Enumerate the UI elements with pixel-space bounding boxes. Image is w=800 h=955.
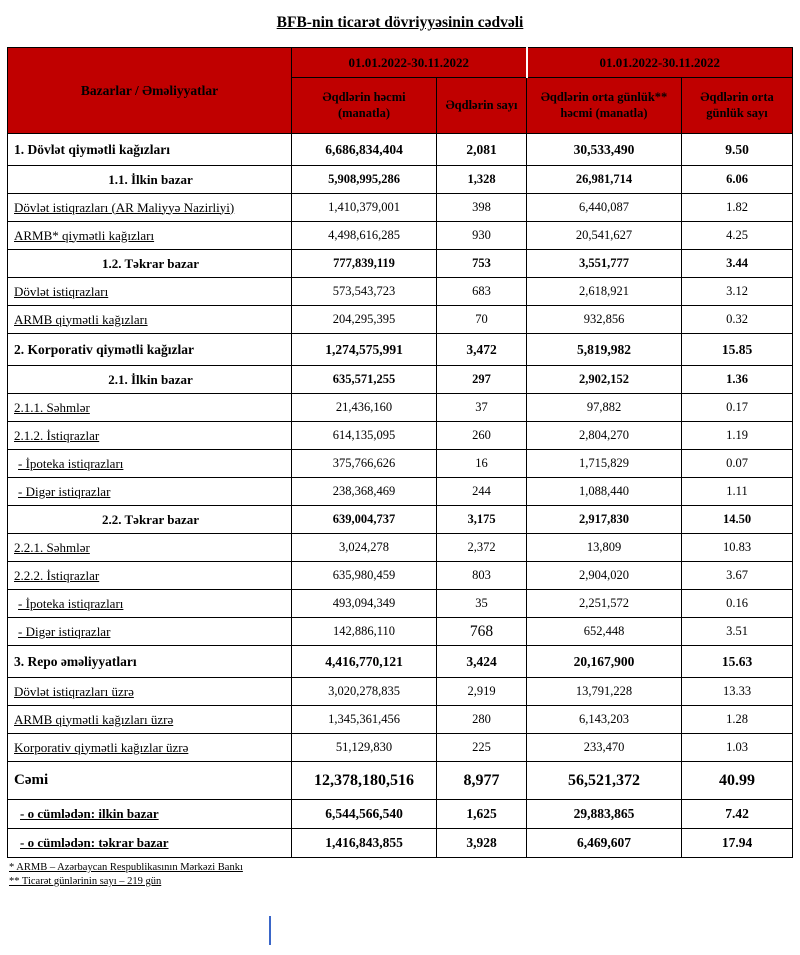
- table-row: [8, 166, 793, 194]
- row-value: 3,551,777: [527, 250, 682, 278]
- row-value: 3,424: [437, 646, 527, 678]
- row-value: 12,378,180,516: [292, 762, 437, 800]
- row-value: 13.33: [682, 678, 793, 706]
- row-value: 635,571,255: [292, 366, 437, 394]
- page-title: BFB-nin ticarət dövriyyəsinin cədvəli: [276, 14, 524, 31]
- row-label: 2.2. Təkrar bazar: [8, 506, 292, 534]
- footnote-trading-days: ** Ticarət günlərinin sayı – 219 gün: [9, 875, 162, 887]
- table-row: [8, 762, 793, 800]
- row-value: 15.85: [682, 334, 793, 366]
- row-value: 297: [437, 366, 527, 394]
- table-row: [8, 134, 793, 166]
- table-row: [8, 394, 793, 422]
- trade-turnover-table: [7, 47, 793, 858]
- row-label: 2.2.2. İstiqrazlar: [8, 562, 292, 590]
- column-header-deal-count: Əqdlərin sayı: [437, 78, 527, 134]
- table-row: [8, 590, 793, 618]
- row-value: 6,686,834,404: [292, 134, 437, 166]
- row-value: 0.16: [682, 590, 793, 618]
- row-label: Dövlət istiqrazları: [8, 278, 292, 306]
- period-header-row: [8, 48, 793, 78]
- row-value: 4,498,616,285: [292, 222, 437, 250]
- table-row: [8, 562, 793, 590]
- row-value: 1.82: [682, 194, 793, 222]
- table-row: [8, 450, 793, 478]
- row-value: 2,919: [437, 678, 527, 706]
- row-value: 37: [437, 394, 527, 422]
- row-value: 2,902,152: [527, 366, 682, 394]
- row-value: 13,791,228: [527, 678, 682, 706]
- table-row: [8, 678, 793, 706]
- row-value: 1,410,379,001: [292, 194, 437, 222]
- row-value: 14.50: [682, 506, 793, 534]
- table-row: [8, 366, 793, 394]
- row-value: 2,618,921: [527, 278, 682, 306]
- row-value: 225: [437, 734, 527, 762]
- row-value: 17.94: [682, 829, 793, 858]
- row-value: 0.07: [682, 450, 793, 478]
- row-value: 3,020,278,835: [292, 678, 437, 706]
- row-value: 8,977: [437, 762, 527, 800]
- table-row: [8, 278, 793, 306]
- row-value: 238,368,469: [292, 478, 437, 506]
- row-value: 1.03: [682, 734, 793, 762]
- table-row: [8, 250, 793, 278]
- row-value: 375,766,626: [292, 450, 437, 478]
- row-value: 20,541,627: [527, 222, 682, 250]
- row-value: 3,175: [437, 506, 527, 534]
- row-value: 2,081: [437, 134, 527, 166]
- table-row: [8, 222, 793, 250]
- footnote-armb: * ARMB – Azərbaycan Respublikasının Mərkəzi Bankı: [9, 862, 243, 873]
- row-label: Dövlət istiqrazları üzrə: [8, 678, 292, 706]
- row-value: 4.25: [682, 222, 793, 250]
- row-value: 6,544,566,540: [292, 800, 437, 829]
- row-value: 573,543,723: [292, 278, 437, 306]
- row-label: ARMB qiymətli kağızları üzrə: [8, 706, 292, 734]
- row-value: 3.51: [682, 618, 793, 646]
- row-value: 3.44: [682, 250, 793, 278]
- table-body: [8, 134, 793, 858]
- row-label: 1.1. İlkin bazar: [8, 166, 292, 194]
- table-header: [8, 48, 793, 134]
- column-header-avg-daily-volume: Əqdlərin orta günlük** həcmi (manatla): [527, 78, 682, 134]
- row-value: 768: [437, 618, 527, 646]
- row-value: 3.67: [682, 562, 793, 590]
- row-value: 803: [437, 562, 527, 590]
- row-label: Dövlət istiqrazları (AR Maliyyə Nazirliyi): [8, 194, 292, 222]
- table-row: [8, 334, 793, 366]
- row-value: 6,469,607: [527, 829, 682, 858]
- row-value: 142,886,110: [292, 618, 437, 646]
- table-row: [8, 194, 793, 222]
- row-value: 3,024,278: [292, 534, 437, 562]
- row-value: 9.50: [682, 134, 793, 166]
- row-label: 2.1. İlkin bazar: [8, 366, 292, 394]
- row-label: ARMB qiymətli kağızları: [8, 306, 292, 334]
- row-value: 35: [437, 590, 527, 618]
- row-value: 5,908,995,286: [292, 166, 437, 194]
- table-row: [8, 506, 793, 534]
- row-value: 204,295,395: [292, 306, 437, 334]
- row-value: 70: [437, 306, 527, 334]
- row-value: 930: [437, 222, 527, 250]
- row-value: 1,328: [437, 166, 527, 194]
- row-value: 2,251,572: [527, 590, 682, 618]
- row-label: 2.1.2. İstiqrazlar: [8, 422, 292, 450]
- row-value: 4,416,770,121: [292, 646, 437, 678]
- table-row: [8, 829, 793, 858]
- row-value: 1.36: [682, 366, 793, 394]
- table-row: [8, 534, 793, 562]
- row-value: 233,470: [527, 734, 682, 762]
- row-value: 683: [437, 278, 527, 306]
- row-value: 398: [437, 194, 527, 222]
- row-label: - o cümlədən: təkrar bazar: [8, 829, 292, 858]
- row-value: 0.32: [682, 306, 793, 334]
- row-label: - İpoteka istiqrazları: [8, 590, 292, 618]
- row-label: 2. Korporativ qiymətli kağızlar: [8, 334, 292, 366]
- table-row: [8, 706, 793, 734]
- row-value: 56,521,372: [527, 762, 682, 800]
- row-value: 2,804,270: [527, 422, 682, 450]
- row-value: 280: [437, 706, 527, 734]
- row-value: 932,856: [527, 306, 682, 334]
- row-value: 493,094,349: [292, 590, 437, 618]
- row-value: 10.83: [682, 534, 793, 562]
- row-value: 2,904,020: [527, 562, 682, 590]
- table-row: [8, 646, 793, 678]
- row-value: 2,917,830: [527, 506, 682, 534]
- row-label: ARMB* qiymətli kağızları: [8, 222, 292, 250]
- row-value: 1,715,829: [527, 450, 682, 478]
- row-label: Korporativ qiymətli kağızlar üzrə: [8, 734, 292, 762]
- row-label: - İpoteka istiqrazları: [8, 450, 292, 478]
- row-value: 20,167,900: [527, 646, 682, 678]
- row-value: 40.99: [682, 762, 793, 800]
- row-value: 3,472: [437, 334, 527, 366]
- row-value: 1.19: [682, 422, 793, 450]
- row-value: 6.06: [682, 166, 793, 194]
- table-row: [8, 734, 793, 762]
- row-value: 26,981,714: [527, 166, 682, 194]
- row-value: 29,883,865: [527, 800, 682, 829]
- row-value: 5,819,982: [527, 334, 682, 366]
- row-value: 2,372: [437, 534, 527, 562]
- row-value: 0.17: [682, 394, 793, 422]
- table-row: [8, 478, 793, 506]
- row-label: 1. Dövlət qiymətli kağızları: [8, 134, 292, 166]
- column-header-avg-daily-count: Əqdlərin orta günlük sayı: [682, 78, 793, 134]
- row-value: 1.11: [682, 478, 793, 506]
- row-value: 1,625: [437, 800, 527, 829]
- row-value: 3,928: [437, 829, 527, 858]
- row-value: 1.28: [682, 706, 793, 734]
- row-value: 635,980,459: [292, 562, 437, 590]
- period-header-1: 01.01.2022-30.11.2022: [292, 48, 527, 78]
- row-value: 1,088,440: [527, 478, 682, 506]
- row-value: 97,882: [527, 394, 682, 422]
- table-row: [8, 422, 793, 450]
- row-value: 3.12: [682, 278, 793, 306]
- row-value: 1,274,575,991: [292, 334, 437, 366]
- row-value: 21,436,160: [292, 394, 437, 422]
- table-row: [8, 306, 793, 334]
- row-value: 777,839,119: [292, 250, 437, 278]
- row-value: 6,143,203: [527, 706, 682, 734]
- row-value: 753: [437, 250, 527, 278]
- row-value: 30,533,490: [527, 134, 682, 166]
- row-label: 2.1.1. Səhmlər: [8, 394, 292, 422]
- row-value: 16: [437, 450, 527, 478]
- column-header-deal-volume: Əqdlərin həcmi (manatla): [292, 78, 437, 134]
- table-row: [8, 800, 793, 829]
- row-value: 244: [437, 478, 527, 506]
- row-value: 639,004,737: [292, 506, 437, 534]
- row-value: 6,440,087: [527, 194, 682, 222]
- row-label: - Digər istiqrazlar: [8, 478, 292, 506]
- row-value: 7.42: [682, 800, 793, 829]
- period-header-2: 01.01.2022-30.11.2022: [527, 48, 793, 78]
- row-value: 614,135,095: [292, 422, 437, 450]
- row-value: 1,416,843,855: [292, 829, 437, 858]
- row-label: 2.2.1. Səhmlər: [8, 534, 292, 562]
- row-label: Cəmi: [8, 762, 292, 800]
- table-row: [8, 618, 793, 646]
- row-value: 652,448: [527, 618, 682, 646]
- document-page: [0, 14, 800, 888]
- row-label: - o cümlədən: ilkin bazar: [8, 800, 292, 829]
- row-label: 1.2. Təkrar bazar: [8, 250, 292, 278]
- row-value: 15.63: [682, 646, 793, 678]
- row-value: 1,345,361,456: [292, 706, 437, 734]
- column-header-markets-operations: Bazarlar / Əməliyyatlar: [8, 48, 292, 134]
- footnotes: [9, 861, 800, 888]
- row-value: 260: [437, 422, 527, 450]
- row-label: - Digər istiqrazlar: [8, 618, 292, 646]
- row-label: 3. Repo əməliyyatları: [8, 646, 292, 678]
- row-value: 51,129,830: [292, 734, 437, 762]
- row-value: 13,809: [527, 534, 682, 562]
